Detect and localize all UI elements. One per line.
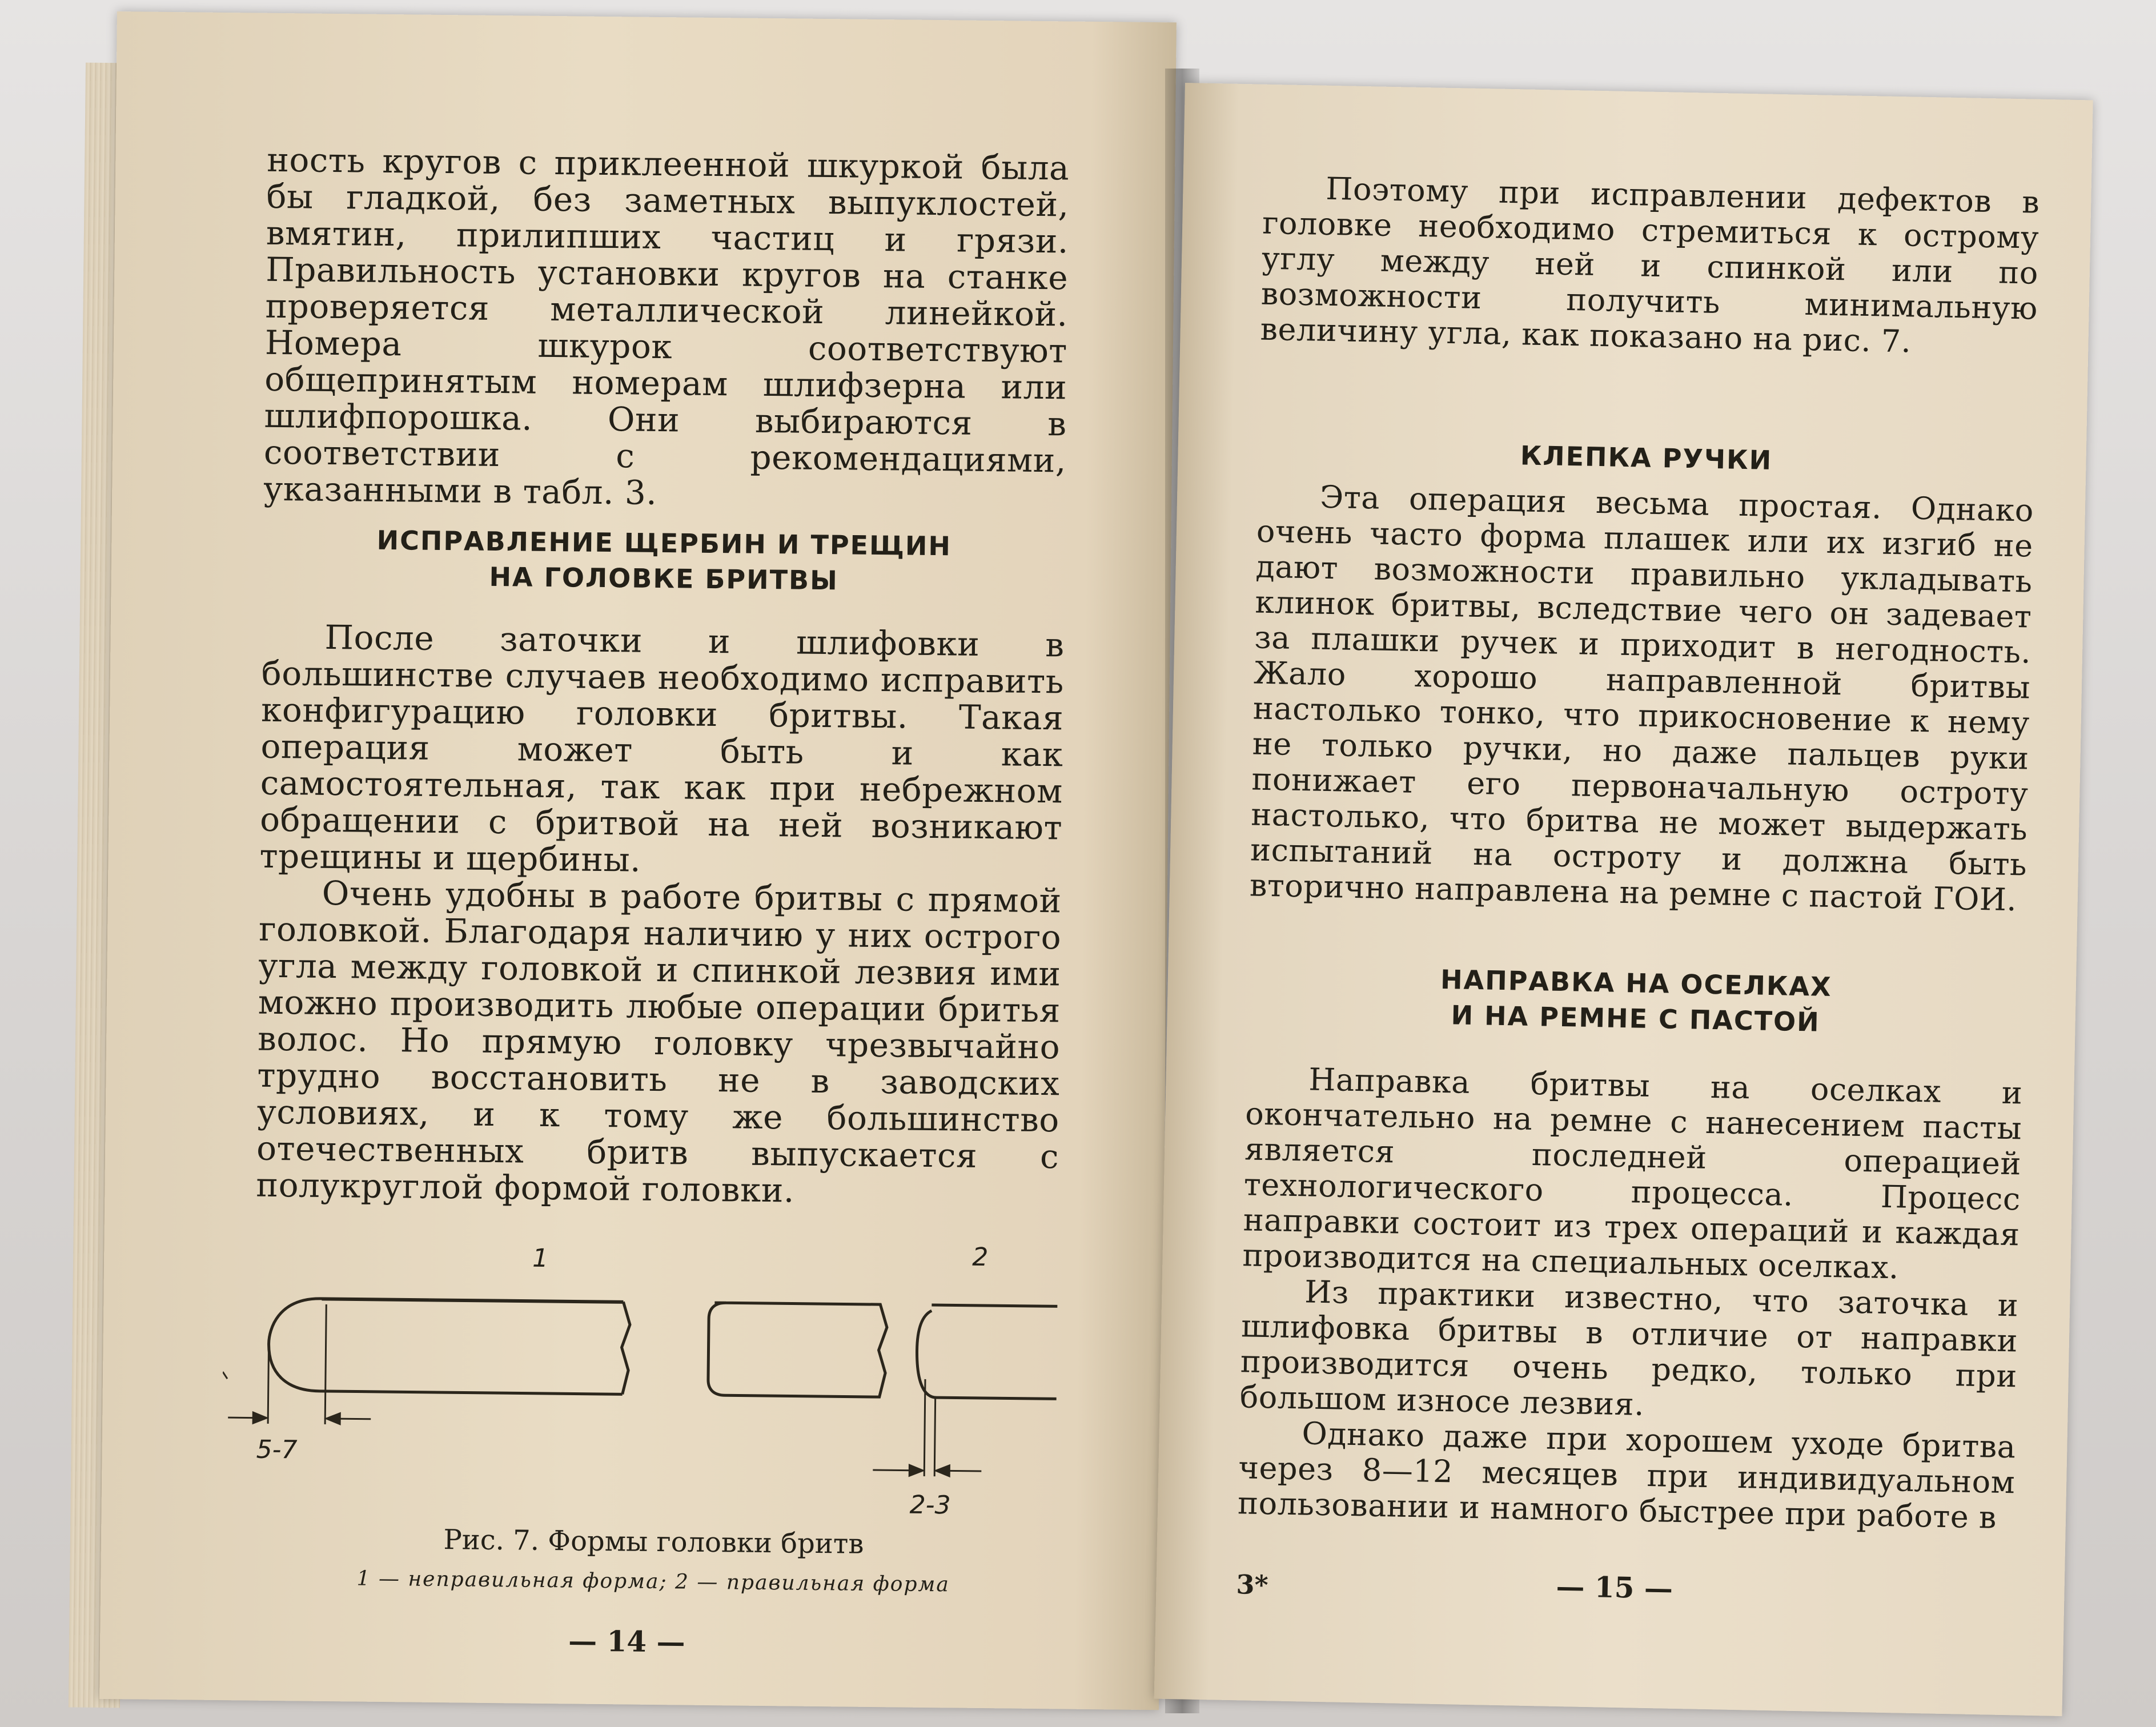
paragraph-text: Направка бритвы на оселках и окончательно на ремне с нанесением пасты является последней операцией технологического процесса. Процесс направки состоит из трех операций и каждая производится на специальных оселках. [1242,1061,2023,1286]
paragraph-text: Однако даже при хорошем уходе бритва через 8—12 месяцев при индивидуальном пользовании и намного быстрее при работе в [1237,1415,2017,1536]
heading-line: НАПРАВКА НА ОСЕЛКАХ [1440,963,1833,1003]
figure-legend: 1 — неправильная форма; 2 — правильная форма [356,1567,950,1597]
right-honing-text [1238,1061,2023,1536]
paragraph-text: После заточки и шлифовки в большинстве случаев необходимо исправить конфигурацию головки бритвы. Такая операция может быть и как самостоятельная, так как при небрежном обращении с бритвой на ней возникают трещины и щербины. [259,617,1065,879]
heading-line: И НА РЕМНЕ С ПАСТОЙ [1451,999,1821,1038]
right-page [1154,83,2093,1716]
paragraph-text: ность кругов с приклеенной шкуркой была бы гладкой, без заметных выпуклостей, вмятин, прилипших частиц и грязи. Правильность установки кругов на станке проверяется металлической линейкой. Номера шкурок соответствуют общепринятым номерам шлифзерна или шлифпорошка. Они выбираются в соответствии с рекомендациями, указанными в табл. 3. [263,140,1070,512]
section-heading-napravka [1247,958,2025,1043]
left-page [99,11,1177,1710]
dimension-label-1: 5-7 [256,1435,298,1465]
figure-caption: Рис. 7. Формы головки бритв [443,1524,864,1560]
left-continued-paragraph [263,142,1070,516]
paragraph-text: Из практики известно, что заточка и шлифовка бритвы в отличие от направки производится очень редко, только при большом износе лезвия. [1239,1274,2019,1423]
right-intro-paragraph [1260,170,2040,362]
heading-line: НА ГОЛОВКЕ БРИТВЫ [489,561,839,596]
figure-label-1: 1 [532,1243,549,1274]
paragraph-text: Эта операция весьма простая. Однако очень часто форма плашек или их изгиб не дают возможности правильно укладывать клинок бритвы, вследствие чего он задевает за плашки ручек и приходит в негодность. Жало хорошо направленной бритвы настолько тонко, что прикосновение к нему не только ручки, но даже пальцев руки понижает его первоначальную остроту настолько, что бритва не может выдержать испытаний на остроту и должна быть вторично направлена на ремне с пастой ГОИ. [1249,479,2034,918]
section-heading-klepka: КЛЕПКА РУЧКИ [1520,440,1773,476]
right-rivet-paragraph [1249,479,2034,918]
paragraph-text: Очень удобны в работе бритвы с прямой головкой. Благодаря наличию у них острого угла между головкой и спинкой лезвия ими можно производить любые операции бритья волос. Но прямую головку чрезвычайно трудно восстановить не в заводских условиях, и к тому же большинство отечественных бритв выпускается с полукруглой формой головки. [256,873,1062,1210]
page-number-left: — 14 — [568,1624,685,1659]
dimension-label-2: 2-3 [909,1490,951,1520]
signature-mark: 3* [1236,1569,1269,1601]
paragraph-text: Поэтому при исправлении дефектов в головке необходимо стремиться к острому углу между ней и спинкой или по возможности получить минимальную величину угла, как показано на рис. 7. [1260,170,2040,360]
figure-razor-heads [221,1229,1058,1535]
left-body-text [256,618,1065,1212]
figure-label-2: 2 [971,1242,989,1272]
page-number-right: — 15 — [1556,1569,1673,1605]
section-heading-shcherbiny [262,521,1065,601]
heading-line: ИСПРАВЛЕНИЕ ЩЕРБИН И ТРЕЩИН [376,524,952,562]
razor-head-diagram [221,1229,1058,1535]
